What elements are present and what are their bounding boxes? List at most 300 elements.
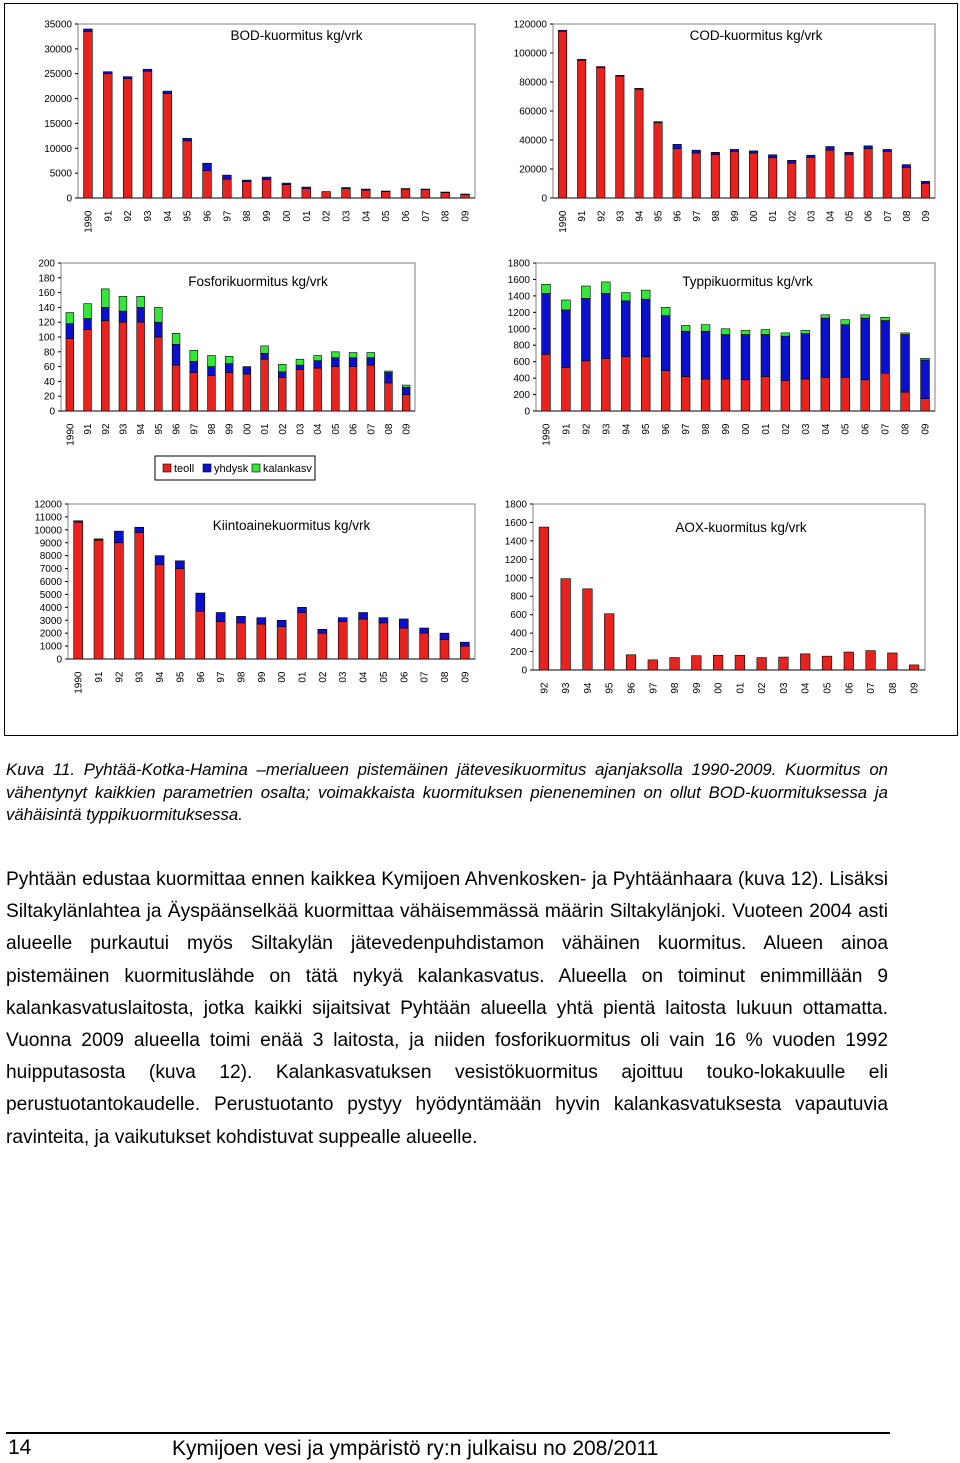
bar-teoll xyxy=(866,651,876,670)
x-tick-label: 04 xyxy=(820,423,832,435)
x-tick-label: 91 xyxy=(83,423,95,435)
x-tick-label: 06 xyxy=(401,210,413,222)
bar-teoll xyxy=(888,653,898,670)
x-tick-label: 04 xyxy=(313,423,325,435)
bar-teoll xyxy=(673,149,681,198)
bar-kalankasv xyxy=(296,359,304,365)
y-tick-label: 1000 xyxy=(39,641,62,653)
x-tick-label: 05 xyxy=(381,210,393,222)
bar-teoll xyxy=(243,374,251,411)
x-tick-label: 95 xyxy=(604,682,616,694)
bar-yhdysk xyxy=(216,613,225,622)
x-tick-label: 07 xyxy=(420,210,432,222)
x-tick-label: 03 xyxy=(295,423,307,435)
x-tick-label: 94 xyxy=(136,423,148,435)
x-tick-label: 01 xyxy=(301,210,313,222)
x-tick-label: 97 xyxy=(691,210,703,222)
x-tick-label: 97 xyxy=(189,423,201,435)
bar-teoll xyxy=(338,622,347,659)
bar-kalankasv xyxy=(841,320,850,325)
x-tick-label: 92 xyxy=(100,423,112,435)
bar-teoll xyxy=(692,153,700,198)
x-tick-label: 96 xyxy=(195,671,207,683)
y-tick-label: 200 xyxy=(510,647,527,659)
bar-yhdysk xyxy=(203,163,212,170)
bar-kalankasv xyxy=(172,333,180,344)
x-tick-label: 96 xyxy=(202,210,214,222)
bar-teoll xyxy=(361,190,370,198)
x-tick-label: 94 xyxy=(634,210,646,222)
bar-yhdysk xyxy=(788,160,796,163)
bar-yhdysk xyxy=(143,69,152,71)
x-tick-label: 91 xyxy=(94,671,106,683)
bar-yhdysk xyxy=(902,165,910,168)
bar-yhdysk xyxy=(74,521,83,522)
x-tick-label: 04 xyxy=(800,682,812,694)
bar-yhdysk xyxy=(349,358,357,367)
x-tick-label: 08 xyxy=(383,423,395,435)
x-tick-label: 93 xyxy=(601,423,613,435)
x-tick-label: 95 xyxy=(641,423,653,435)
x-tick-label: 09 xyxy=(920,423,932,435)
y-tick-label: 40 xyxy=(43,376,55,388)
bar-teoll xyxy=(359,619,368,659)
bar-kalankasv xyxy=(154,307,162,322)
bar-yhdysk xyxy=(361,189,370,190)
x-tick-label: 02 xyxy=(321,210,333,222)
bar-teoll xyxy=(539,527,549,670)
bar-yhdysk xyxy=(921,181,929,183)
bar-kalankasv xyxy=(901,333,910,335)
bar-kalankasv xyxy=(681,325,690,331)
bar-yhdysk xyxy=(841,325,850,378)
bar-teoll xyxy=(461,195,470,198)
y-tick-label: 400 xyxy=(510,628,527,640)
bar-teoll xyxy=(420,633,429,659)
x-tick-label: 05 xyxy=(378,671,390,683)
y-tick-label: 0 xyxy=(49,406,55,418)
bar-kalankasv xyxy=(349,353,357,358)
bar-teoll xyxy=(66,338,74,411)
bar-yhdysk xyxy=(768,155,776,158)
x-tick-label: 96 xyxy=(171,423,183,435)
x-tick-label: 07 xyxy=(366,423,378,435)
bar-yhdysk xyxy=(577,59,585,60)
y-tick-label: 0 xyxy=(524,406,530,418)
x-tick-label: 93 xyxy=(118,423,130,435)
bar-teoll xyxy=(761,376,770,411)
bar-yhdysk xyxy=(190,361,198,372)
chart-bod xyxy=(44,20,475,233)
bar-yhdysk xyxy=(342,188,351,189)
bar-yhdysk xyxy=(461,194,470,195)
bar-yhdysk xyxy=(137,307,145,322)
bar-yhdysk xyxy=(84,29,93,31)
y-tick-label: 9000 xyxy=(39,538,62,550)
bar-kalankasv xyxy=(385,371,393,372)
bar-teoll xyxy=(781,381,790,411)
bar-teoll xyxy=(190,373,198,411)
x-tick-label: 01 xyxy=(735,682,747,694)
bar-kalankasv xyxy=(921,358,930,360)
bar-teoll xyxy=(203,171,212,198)
bar-teoll xyxy=(577,60,585,198)
chart-typpi xyxy=(508,259,935,446)
x-tick-label: 03 xyxy=(806,210,818,222)
x-tick-label: 04 xyxy=(825,210,837,222)
bar-yhdysk xyxy=(807,155,815,157)
bar-teoll xyxy=(721,379,730,411)
bar-yhdysk xyxy=(298,607,307,612)
bar-teoll xyxy=(779,657,789,670)
y-tick-label: 1400 xyxy=(504,536,527,548)
x-tick-label: 06 xyxy=(863,210,875,222)
bar-kalankasv xyxy=(261,346,269,353)
y-tick-label: 20000 xyxy=(519,164,547,176)
bar-teoll xyxy=(223,179,232,198)
bar-yhdysk xyxy=(103,72,112,74)
bar-teoll xyxy=(749,153,757,198)
chart-cod xyxy=(514,20,935,233)
bar-teoll xyxy=(349,367,357,411)
bar-teoll xyxy=(909,665,919,670)
y-tick-label: 160 xyxy=(38,288,55,300)
bar-teoll xyxy=(154,337,162,411)
chart-fosfori xyxy=(38,259,415,446)
x-tick-label: 98 xyxy=(710,210,722,222)
bar-teoll xyxy=(331,367,339,411)
bar-yhdysk xyxy=(175,561,184,569)
y-tick-label: 25000 xyxy=(44,69,72,81)
y-tick-label: 40000 xyxy=(519,135,547,147)
x-tick-label: 07 xyxy=(866,682,878,694)
bar-kalankasv xyxy=(881,317,890,320)
y-tick-label: 600 xyxy=(510,610,527,622)
bar-kalankasv xyxy=(741,330,750,334)
bar-yhdysk xyxy=(379,618,388,623)
x-tick-label: 00 xyxy=(740,423,752,435)
bar-yhdysk xyxy=(881,321,890,374)
charts-canvas xyxy=(5,4,957,735)
bar-yhdysk xyxy=(114,531,123,543)
bar-kalankasv xyxy=(781,333,790,336)
bar-teoll xyxy=(314,368,322,411)
bar-kalankasv xyxy=(581,286,590,298)
bar-yhdysk xyxy=(282,183,291,184)
bar-teoll xyxy=(558,31,566,198)
bar-teoll xyxy=(322,192,331,198)
y-tick-label: 200 xyxy=(38,258,55,270)
y-tick-label: 140 xyxy=(38,302,55,314)
bar-kalankasv xyxy=(190,350,198,361)
bar-yhdysk xyxy=(861,318,870,380)
x-tick-label: 07 xyxy=(880,423,892,435)
bar-kalankasv xyxy=(641,290,650,299)
x-tick-label: 92 xyxy=(596,210,608,222)
bar-yhdysk xyxy=(399,619,408,628)
x-tick-label: 97 xyxy=(681,423,693,435)
bar-yhdysk xyxy=(701,331,710,379)
bar-teoll xyxy=(175,569,184,659)
bar-kalankasv xyxy=(119,296,127,311)
bar-teoll xyxy=(822,656,832,670)
legend-label-teoll: teoll xyxy=(174,463,195,475)
x-tick-label: 05 xyxy=(840,423,852,435)
bar-teoll xyxy=(583,589,593,670)
y-tick-label: 1200 xyxy=(507,307,530,319)
plot-area xyxy=(78,24,475,198)
x-tick-label: 00 xyxy=(242,423,254,435)
bar-yhdysk xyxy=(616,75,624,76)
bar-yhdysk xyxy=(172,344,180,365)
footer-rule xyxy=(6,1432,890,1434)
x-tick-label: 02 xyxy=(317,671,329,683)
bar-yhdysk xyxy=(119,311,127,322)
bar-yhdysk xyxy=(381,191,390,192)
x-tick-label: 91 xyxy=(103,210,115,222)
bar-teoll xyxy=(101,321,109,411)
bar-teoll xyxy=(103,74,112,198)
bar-yhdysk xyxy=(635,88,643,89)
bar-kalankasv xyxy=(562,300,571,310)
bar-teoll xyxy=(296,370,304,411)
x-tick-label: 92 xyxy=(123,210,135,222)
x-tick-label: 99 xyxy=(262,210,274,222)
bar-yhdysk xyxy=(730,149,738,151)
page-number: 14 xyxy=(8,1436,32,1459)
bar-teoll xyxy=(670,658,680,670)
bar-teoll xyxy=(616,76,624,198)
bar-yhdysk xyxy=(338,618,347,622)
bar-teoll xyxy=(864,149,872,198)
bar-teoll xyxy=(401,189,410,198)
y-tick-label: 5000 xyxy=(39,589,62,601)
bar-yhdysk xyxy=(711,152,719,154)
bar-yhdysk xyxy=(277,620,286,626)
bar-teoll xyxy=(261,359,269,411)
bar-yhdysk xyxy=(318,629,327,633)
x-tick-label: 00 xyxy=(713,682,725,694)
bar-yhdysk xyxy=(208,367,216,376)
bar-yhdysk xyxy=(641,299,650,357)
y-tick-label: 4000 xyxy=(39,602,62,614)
x-tick-label: 98 xyxy=(242,210,254,222)
x-tick-label: 08 xyxy=(439,671,451,683)
bar-teoll xyxy=(601,358,610,411)
bar-teoll xyxy=(681,376,690,411)
x-tick-label: 1990 xyxy=(65,423,77,446)
y-tick-label: 100 xyxy=(38,332,55,344)
bar-yhdysk xyxy=(183,138,192,140)
y-tick-label: 800 xyxy=(513,340,530,352)
bar-yhdysk xyxy=(673,144,681,148)
y-tick-label: 80 xyxy=(43,347,55,359)
y-tick-label: 200 xyxy=(513,390,530,402)
x-tick-label: 1990 xyxy=(83,210,95,233)
bar-teoll xyxy=(648,660,658,670)
bar-kalankasv xyxy=(66,313,74,324)
bar-yhdysk xyxy=(223,175,232,179)
y-tick-label: 80000 xyxy=(519,77,547,89)
bar-yhdysk xyxy=(558,30,566,31)
y-tick-label: 5000 xyxy=(49,168,72,180)
x-tick-label: 02 xyxy=(780,423,792,435)
bar-kalankasv xyxy=(801,330,810,333)
bar-yhdysk xyxy=(261,353,269,359)
y-tick-label: 35000 xyxy=(44,19,72,31)
bar-yhdysk xyxy=(296,365,304,369)
bar-yhdysk xyxy=(562,310,571,368)
y-tick-label: 20 xyxy=(43,391,55,403)
y-tick-label: 6000 xyxy=(39,577,62,588)
x-tick-label: 03 xyxy=(778,682,790,694)
y-tick-label: 1800 xyxy=(507,258,530,270)
x-tick-label: 1990 xyxy=(541,423,553,446)
x-tick-label: 03 xyxy=(341,210,353,222)
y-tick-label: 30000 xyxy=(44,44,72,56)
bar-yhdysk xyxy=(692,150,700,153)
x-tick-label: 98 xyxy=(701,423,713,435)
bar-teoll xyxy=(84,330,92,411)
legend-swatch-teoll xyxy=(163,464,171,472)
x-tick-label: 06 xyxy=(844,682,856,694)
x-tick-label: 02 xyxy=(787,210,799,222)
x-tick-label: 93 xyxy=(142,210,154,222)
bar-kalankasv xyxy=(208,356,216,367)
bar-yhdysk xyxy=(242,180,251,181)
y-tick-label: 0 xyxy=(56,654,62,666)
x-tick-label: 96 xyxy=(661,423,673,435)
bar-teoll xyxy=(298,613,307,660)
y-tick-label: 1000 xyxy=(507,324,530,336)
bar-teoll xyxy=(402,395,410,411)
plot-area xyxy=(553,24,935,198)
bar-yhdysk xyxy=(257,618,266,624)
x-tick-label: 03 xyxy=(800,423,812,435)
bar-teoll xyxy=(216,622,225,659)
bar-teoll xyxy=(542,354,551,411)
x-tick-label: 94 xyxy=(582,682,594,694)
bar-yhdysk xyxy=(654,122,662,123)
bar-teoll xyxy=(654,123,662,198)
chart-title: Kiintoainekuormitus kg/vrk xyxy=(212,518,371,533)
x-tick-label: 08 xyxy=(440,210,452,222)
figure-panel xyxy=(4,3,958,736)
figure-caption: Kuva 11. Pyhtää-Kotka-Hamina –merialueen pistemäinen jätevesikuormitus ajanjaksolla 1990-2009. Kuormitus on vähentynyt kaikkien parametrien osalta; voimakkaista kuormituksen pieneneminen on ollut BOD-kuormituksessa ja vähäisintä typpikuormituksessa. xyxy=(6,760,888,824)
bar-teoll xyxy=(242,182,251,198)
chart-title: Typpikuormitus kg/vrk xyxy=(682,274,813,289)
bar-yhdysk xyxy=(66,324,74,339)
body-paragraph: Pyhtään edustaa kuormittaa ennen kaikkea Kymijoen Ahvenkosken- ja Pyhtäänhaara (kuva 12). Lisäksi Siltakylänlahtea ja Äyspäänselkää kuormittaa vähäisemmässä määrin Siltakylänjoki. Vuoteen 2004 asti alueelle purkautui myös Siltakylän jätevedenpuhdistamon vähäinen kuormitus. Alueen ainoa pistemäinen kuormituslähde on tätä nykyä kalankasvatus. Alueella on toiminut enimmillään 9 kalankasvatuslaitosta, jotka kaikki sijaitsivat Pyhtään alueella yhtä pientä laitosta lukuun ottamatta. Vuonna 2009 alueella toimi enää 3 laitosta, ja niiden fosforikuormitus oli vain 16 % vuoden 1992 huipputasosta (kuva 12). Kalankasvatuksen vesistökuormitus ajoittuu touko-lokakuulle eli perustuotantokaudelle. Perustuotanto pystyy hyödyntämään hyvin kalankasvatuksesta vapautuvia ravinteita, ja vaikutukset kohdistuvat suppealle alueelle. xyxy=(6,869,888,1148)
bar-kalankasv xyxy=(861,315,870,318)
bar-kalankasv xyxy=(661,307,670,315)
bar-teoll xyxy=(318,633,327,659)
y-tick-label: 2000 xyxy=(39,628,62,640)
bar-kalankasv xyxy=(701,325,710,332)
bar-yhdysk xyxy=(302,187,311,188)
bar-kalankasv xyxy=(721,329,730,335)
bar-kalankasv xyxy=(601,282,610,294)
y-tick-label: 400 xyxy=(513,373,530,385)
chart-title: BOD-kuormitus kg/vrk xyxy=(230,28,363,43)
bar-teoll xyxy=(460,646,469,659)
bar-teoll xyxy=(581,361,590,411)
bar-teoll xyxy=(561,579,571,670)
bar-teoll xyxy=(921,399,930,411)
bar-teoll xyxy=(135,532,144,659)
bar-teoll xyxy=(381,192,390,198)
x-tick-label: 99 xyxy=(721,423,733,435)
bar-teoll xyxy=(441,193,450,198)
bar-teoll xyxy=(841,377,850,411)
bar-teoll xyxy=(208,375,216,411)
legend-swatch-kalankasv xyxy=(252,464,260,472)
bar-kalankasv xyxy=(101,289,109,308)
bar-yhdysk xyxy=(359,613,368,619)
y-tick-label: 120 xyxy=(38,317,55,329)
bar-teoll xyxy=(800,654,810,670)
bar-teoll xyxy=(881,373,890,411)
x-tick-label: 09 xyxy=(920,210,932,222)
legend-label-yhdysk: yhdysk xyxy=(214,463,249,475)
bar-yhdysk xyxy=(621,301,630,357)
x-tick-label: 95 xyxy=(653,210,665,222)
x-tick-label: 04 xyxy=(361,210,373,222)
y-tick-label: 0 xyxy=(521,665,527,677)
bar-teoll xyxy=(845,155,853,199)
x-tick-label: 1990 xyxy=(558,210,570,233)
bar-teoll xyxy=(883,152,891,198)
bar-teoll xyxy=(257,624,266,659)
chart-kiintoaine xyxy=(34,500,475,694)
y-tick-label: 11000 xyxy=(34,512,62,524)
bar-teoll xyxy=(137,322,145,411)
bar-kalankasv xyxy=(621,293,630,301)
y-tick-label: 0 xyxy=(541,193,547,205)
x-tick-label: 07 xyxy=(882,210,894,222)
x-tick-label: 92 xyxy=(539,682,551,694)
bar-teoll xyxy=(741,380,750,411)
bar-teoll xyxy=(861,380,870,411)
y-tick-label: 3000 xyxy=(39,615,62,627)
x-tick-label: 97 xyxy=(222,210,234,222)
bar-teoll xyxy=(821,377,830,411)
y-tick-label: 800 xyxy=(510,591,527,603)
bar-yhdysk xyxy=(314,361,322,368)
bar-yhdysk xyxy=(155,556,164,565)
bar-yhdysk xyxy=(385,373,393,383)
bar-teoll xyxy=(225,373,233,411)
bar-yhdysk xyxy=(154,322,162,337)
x-tick-label: 00 xyxy=(281,210,293,222)
bar-teoll xyxy=(641,357,650,411)
x-tick-label: 05 xyxy=(844,210,856,222)
bar-teoll xyxy=(74,522,83,659)
bar-yhdysk xyxy=(101,307,109,320)
x-tick-label: 95 xyxy=(153,423,165,435)
y-tick-label: 7000 xyxy=(39,564,62,576)
bar-yhdysk xyxy=(901,335,910,393)
x-tick-label: 09 xyxy=(401,423,413,435)
bar-teoll xyxy=(277,627,286,659)
x-tick-label: 08 xyxy=(900,423,912,435)
x-tick-label: 04 xyxy=(358,671,370,683)
bar-teoll xyxy=(342,189,351,198)
y-tick-label: 12000 xyxy=(34,499,62,511)
bar-teoll xyxy=(302,189,311,198)
x-tick-label: 98 xyxy=(206,423,218,435)
y-tick-label: 180 xyxy=(38,273,55,285)
